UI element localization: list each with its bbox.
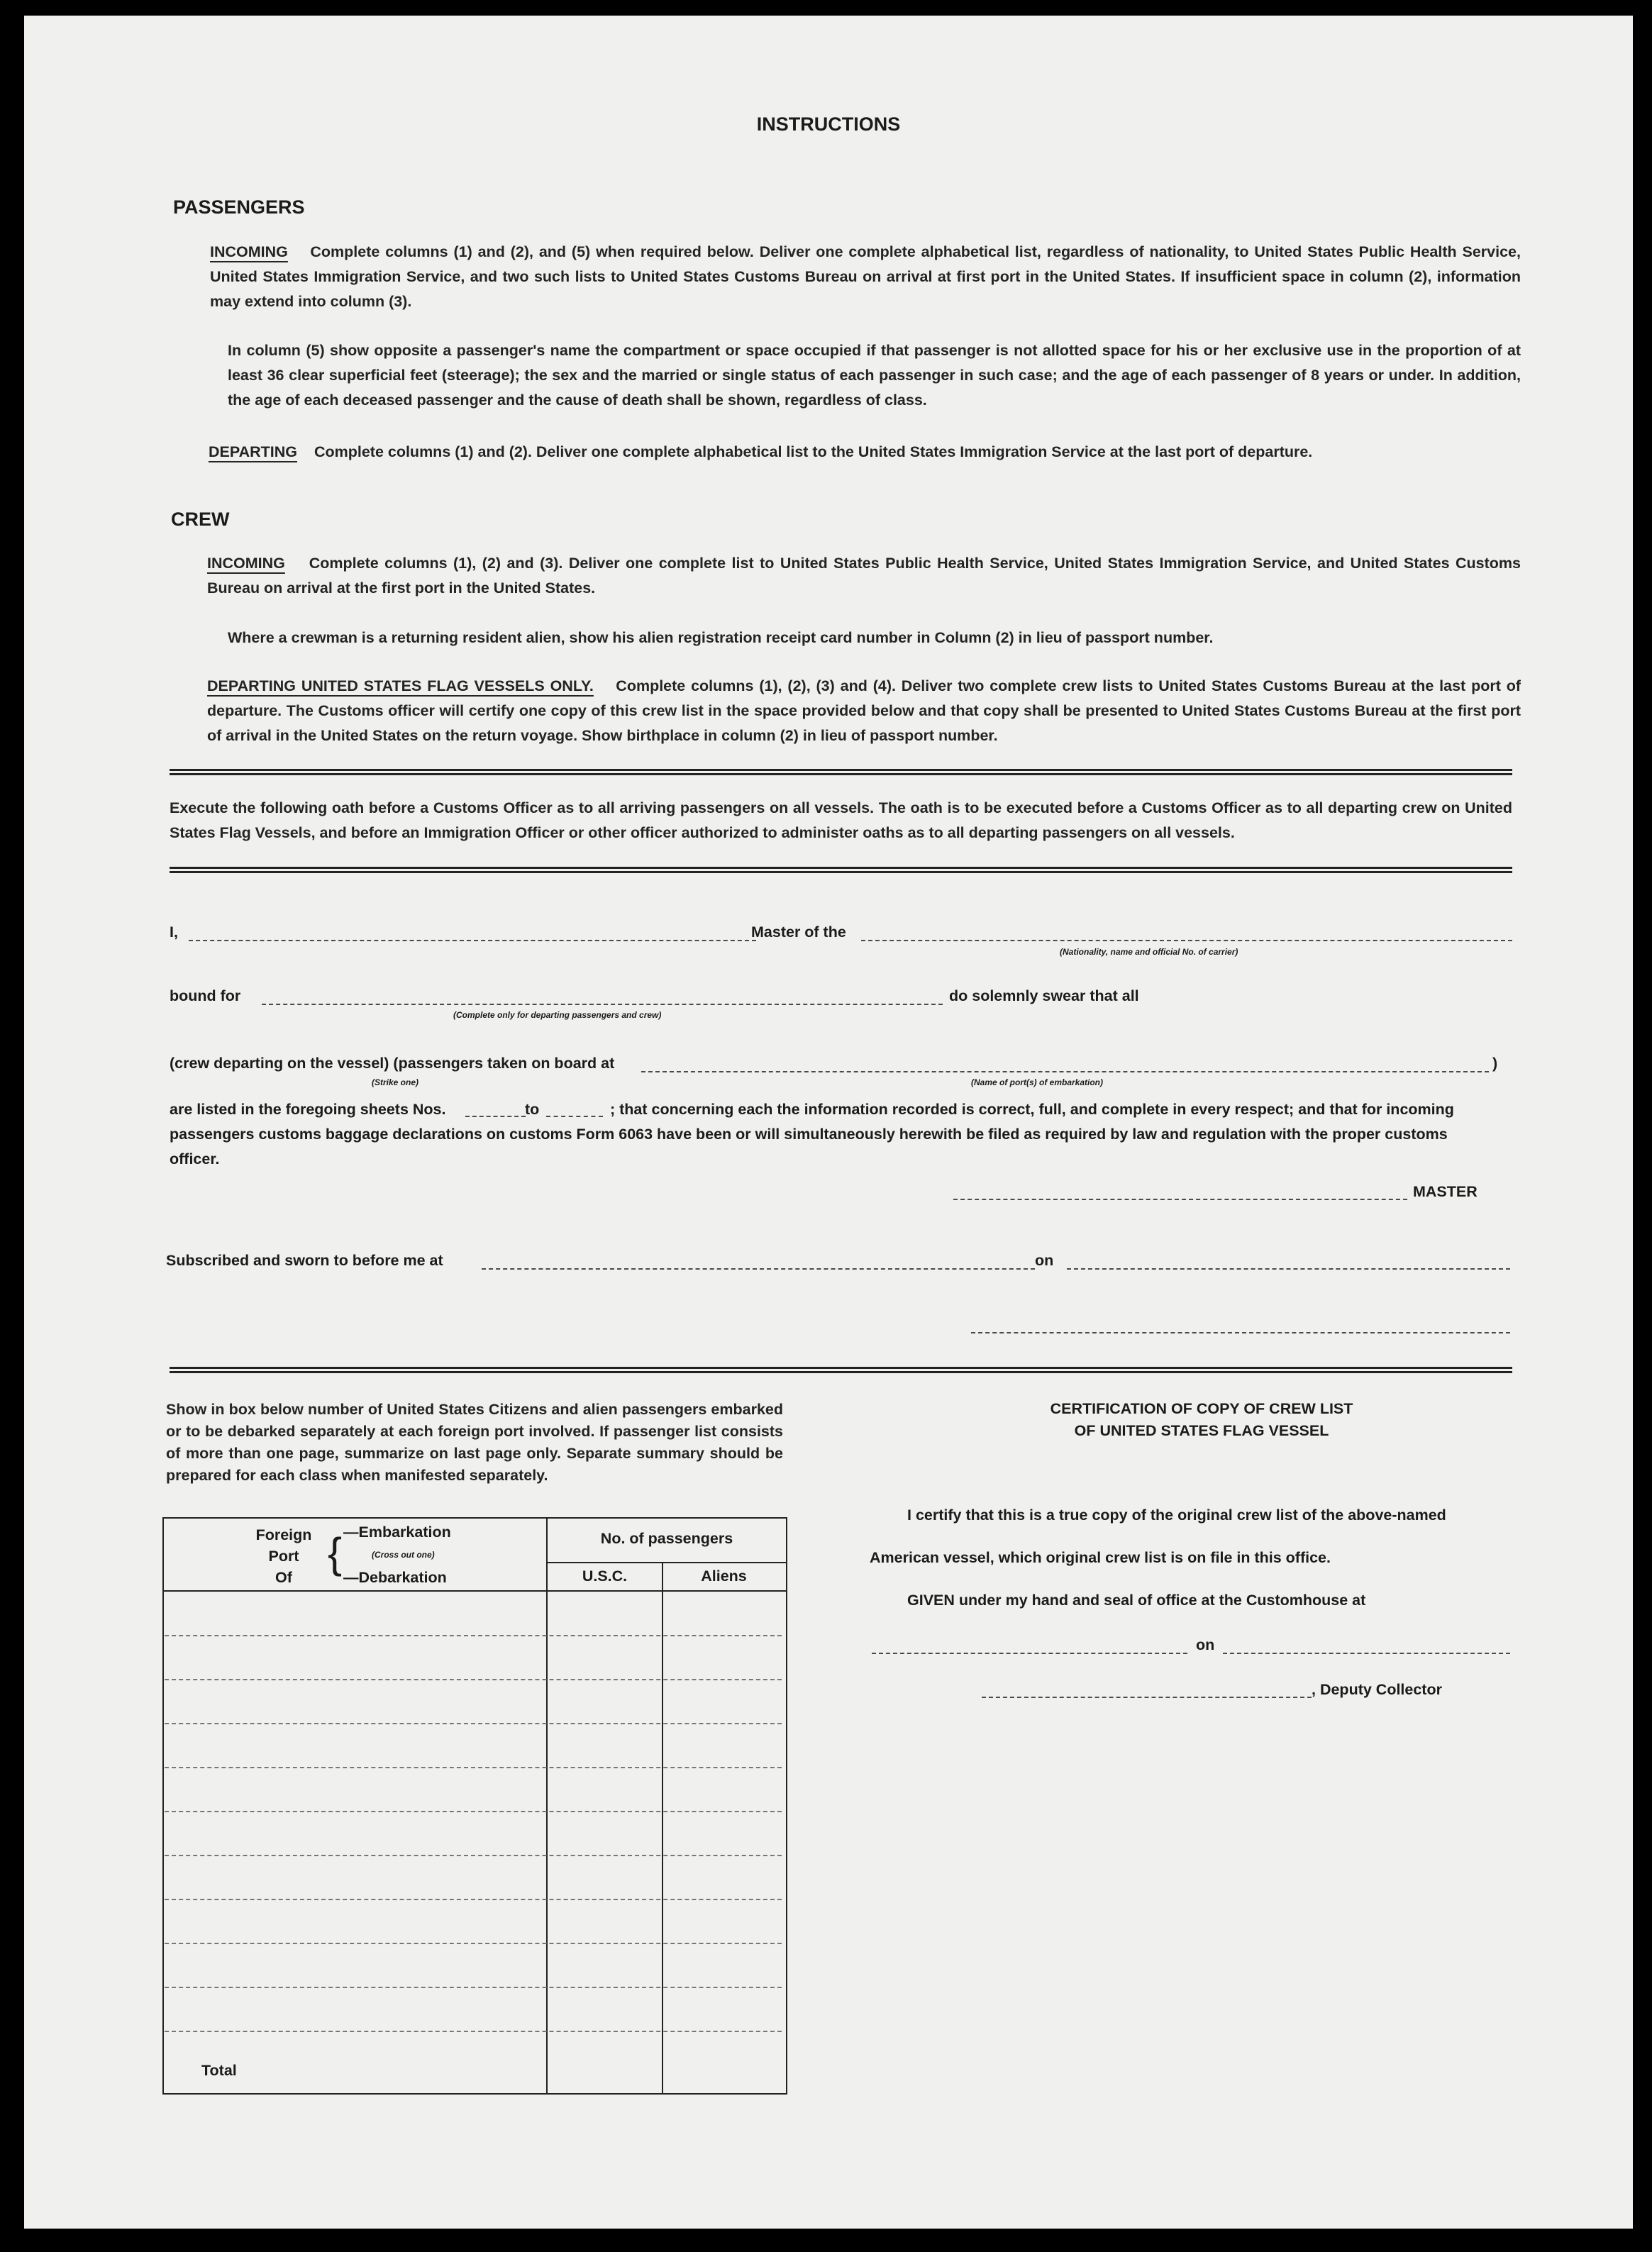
- crew-incoming-text: Complete columns (1), (2) and (3). Deliver one complete list to United States Public Health Service, United States Immigration Service, and United States Customs Bureau on arrival at the first port in the United States.: [207, 555, 1521, 597]
- table-row[interactable]: [165, 1899, 782, 1900]
- table-row[interactable]: [165, 2031, 782, 2032]
- oath-intro-paragraph: Execute the following oath before a Customs Officer as to all arriving passengers on all vessels. The oath is to be executed before a Customs Officer as to all departing crew on United States Flag Vessels, and before an Immigration Officer or other officer authorized to administer oaths as to all departing passengers on all vessels.: [170, 799, 1512, 841]
- certify-line-1: I certify that this is a true copy of the original crew list of the above-named: [907, 1507, 1446, 1524]
- close-paren: ): [1492, 1055, 1498, 1072]
- sworn-date-field[interactable]: [1067, 1268, 1510, 1270]
- given-line: GIVEN under my hand and seal of office at the Customhouse at: [907, 1592, 1366, 1609]
- bound-for-hint: (Complete only for departing passengers and crew): [453, 1010, 662, 1020]
- deputy-collector-field[interactable]: [982, 1697, 1312, 1698]
- table-divider-2: [662, 1562, 663, 2093]
- master-of-label: Master of the: [751, 923, 846, 941]
- master-signature-field[interactable]: [953, 1199, 1407, 1200]
- crew-alien-paragraph: Where a crewman is a returning resident alien, show his alien registration receipt card number in Column (2) in lieu of passport number.: [228, 629, 1214, 646]
- crew-departing-text: Complete columns (1), (2), (3) and (4). Deliver two complete crew lists to United States Customs Bureau at the last port of departure. The Customs officer will certify one copy of this crew list in the space provided below and that copy shall be presented to United States Customs Bureau at the first port of arrival in the United States on the return voyage. Show birthplace in column (2) in lieu of passport number.: [207, 677, 1521, 744]
- table-row[interactable]: [165, 1723, 782, 1724]
- crew-departing-paragraph: [207, 674, 1521, 748]
- of-label: Of: [275, 1569, 292, 1586]
- passengers-column5-paragraph: In column (5) show opposite a passenger's name the compartment or space occupied if that passenger is not allotted space for his or her exclusive use in the proportion of at least 36 clear superficial feet (steerage); the sex and the married or single status of each passenger in such case; and the age of each passenger of 8 years or under. In addition, the age of each deceased passenger and the cause of death shall be shown, regardless of class.: [228, 342, 1521, 409]
- usc-header: U.S.C.: [582, 1568, 628, 1585]
- bound-for-field[interactable]: [262, 1004, 943, 1005]
- certification-on-label: on: [1196, 1636, 1215, 1653]
- total-label: Total: [201, 2062, 237, 2079]
- table-divider-1: [546, 1519, 548, 2093]
- double-rule-bottom: [170, 1367, 1512, 1373]
- subscribed-label: Subscribed and sworn to before me at: [166, 1252, 443, 1269]
- crew-departing-label: DEPARTING UNITED STATES FLAG VESSELS ONLY.: [207, 677, 594, 694]
- table-row[interactable]: [165, 1855, 782, 1856]
- table-row[interactable]: [165, 1943, 782, 1944]
- passengers-departing-label: DEPARTING: [209, 443, 298, 460]
- sworn-on-label: on: [1035, 1252, 1054, 1269]
- form-page: [24, 16, 1633, 2229]
- embarkation-port-field[interactable]: [641, 1071, 1489, 1072]
- crew-departing-label-oath: (crew departing on the vessel) (passengers taken on board at: [170, 1055, 615, 1072]
- summary-paragraph: Show in box below number of United States Citizens and alien passengers embarked or to be debarked separately at each foreign port involved. If passenger list consists of more than one page, summarize on last page only. Separate summary should be prepared for each class when manifested separately.: [166, 1401, 783, 1484]
- double-rule-middle: [170, 867, 1512, 873]
- crew-incoming-label: INCOMING: [207, 555, 285, 572]
- listed-text: ; that concerning each the information recorded is correct, full, and complete in every respect; and that for incoming: [610, 1101, 1454, 1118]
- deputy-collector-label: , Deputy Collector: [1312, 1681, 1442, 1698]
- cross-out-hint: (Cross out one): [372, 1550, 435, 1560]
- carrier-hint: (Nationality, name and official No. of carrier): [1060, 947, 1238, 957]
- double-rule-top: [170, 769, 1512, 775]
- aliens-header: Aliens: [701, 1568, 747, 1585]
- carrier-field[interactable]: [861, 940, 1512, 941]
- master-label: MASTER: [1413, 1183, 1478, 1200]
- sheet-to-field[interactable]: [546, 1116, 603, 1117]
- officer-signature-field[interactable]: [971, 1332, 1510, 1333]
- oath-i-label: I,: [170, 923, 178, 941]
- passenger-summary-table: [162, 1517, 787, 2095]
- no-passengers-header: No. of passengers: [600, 1530, 733, 1547]
- brace-icon: {: [328, 1529, 343, 1577]
- passengers-departing-text: Complete columns (1) and (2). Deliver one complete alphabetical list to the United States Immigration Service at the last port of departure.: [314, 443, 1313, 460]
- bound-for-label: bound for: [170, 987, 241, 1004]
- strike-one-hint: (Strike one): [372, 1077, 419, 1087]
- sworn-place-field[interactable]: [482, 1268, 1035, 1270]
- embarkation-label: —Embarkation: [343, 1524, 451, 1541]
- listed-text-3: officer.: [170, 1150, 220, 1167]
- table-header-line: [164, 1590, 786, 1592]
- master-name-field[interactable]: [189, 940, 756, 941]
- port-label: Port: [268, 1548, 299, 1565]
- sheet-from-field[interactable]: [465, 1116, 526, 1117]
- passengers-heading: PASSENGERS: [173, 196, 305, 218]
- page-title: INSTRUCTIONS: [756, 113, 901, 135]
- table-row[interactable]: [165, 1767, 782, 1768]
- certification-title-1: CERTIFICATION OF COPY OF CREW LIST: [1050, 1400, 1353, 1417]
- table-row[interactable]: [165, 1811, 782, 1812]
- passengers-departing-paragraph: [209, 440, 1521, 465]
- certification-date-field[interactable]: [1223, 1653, 1510, 1654]
- passengers-incoming-text: Complete columns (1) and (2), and (5) when required below. Deliver one complete alphabetical list, regardless of nationality, to United States Public Health Service, United States Immigration Service, and two such lists to United States Customs Bureau on arrival at first port in the United States. If insufficient space in column (2), information may extend into column (3).: [210, 243, 1521, 310]
- table-row[interactable]: [165, 1635, 782, 1636]
- certification-title-2: OF UNITED STATES FLAG VESSEL: [1074, 1422, 1329, 1439]
- listed-prefix: are listed in the foregoing sheets Nos.: [170, 1101, 446, 1118]
- crew-heading: CREW: [171, 509, 230, 530]
- certify-line-2: American vessel, which original crew list is on file in this office.: [870, 1549, 1331, 1566]
- customhouse-field[interactable]: [872, 1653, 1187, 1654]
- foreign-label: Foreign: [255, 1526, 312, 1543]
- debarkation-label: —Debarkation: [343, 1569, 447, 1586]
- table-row[interactable]: [165, 1679, 782, 1680]
- passengers-incoming-paragraph: [210, 240, 1521, 314]
- listed-to: to: [525, 1101, 540, 1118]
- listed-text-2: passengers customs baggage declarations on customs Form 6063 have been or will simultaneously herewith be filed as required by law and regulation with the proper customs: [170, 1126, 1448, 1143]
- table-row[interactable]: [165, 1987, 782, 1988]
- passengers-incoming-label: INCOMING: [210, 243, 288, 260]
- table-subheader-line: [546, 1562, 786, 1563]
- swear-label: do solemnly swear that all: [949, 987, 1139, 1004]
- crew-incoming-paragraph: [207, 551, 1521, 601]
- port-hint: (Name of port(s) of embarkation): [971, 1077, 1104, 1087]
